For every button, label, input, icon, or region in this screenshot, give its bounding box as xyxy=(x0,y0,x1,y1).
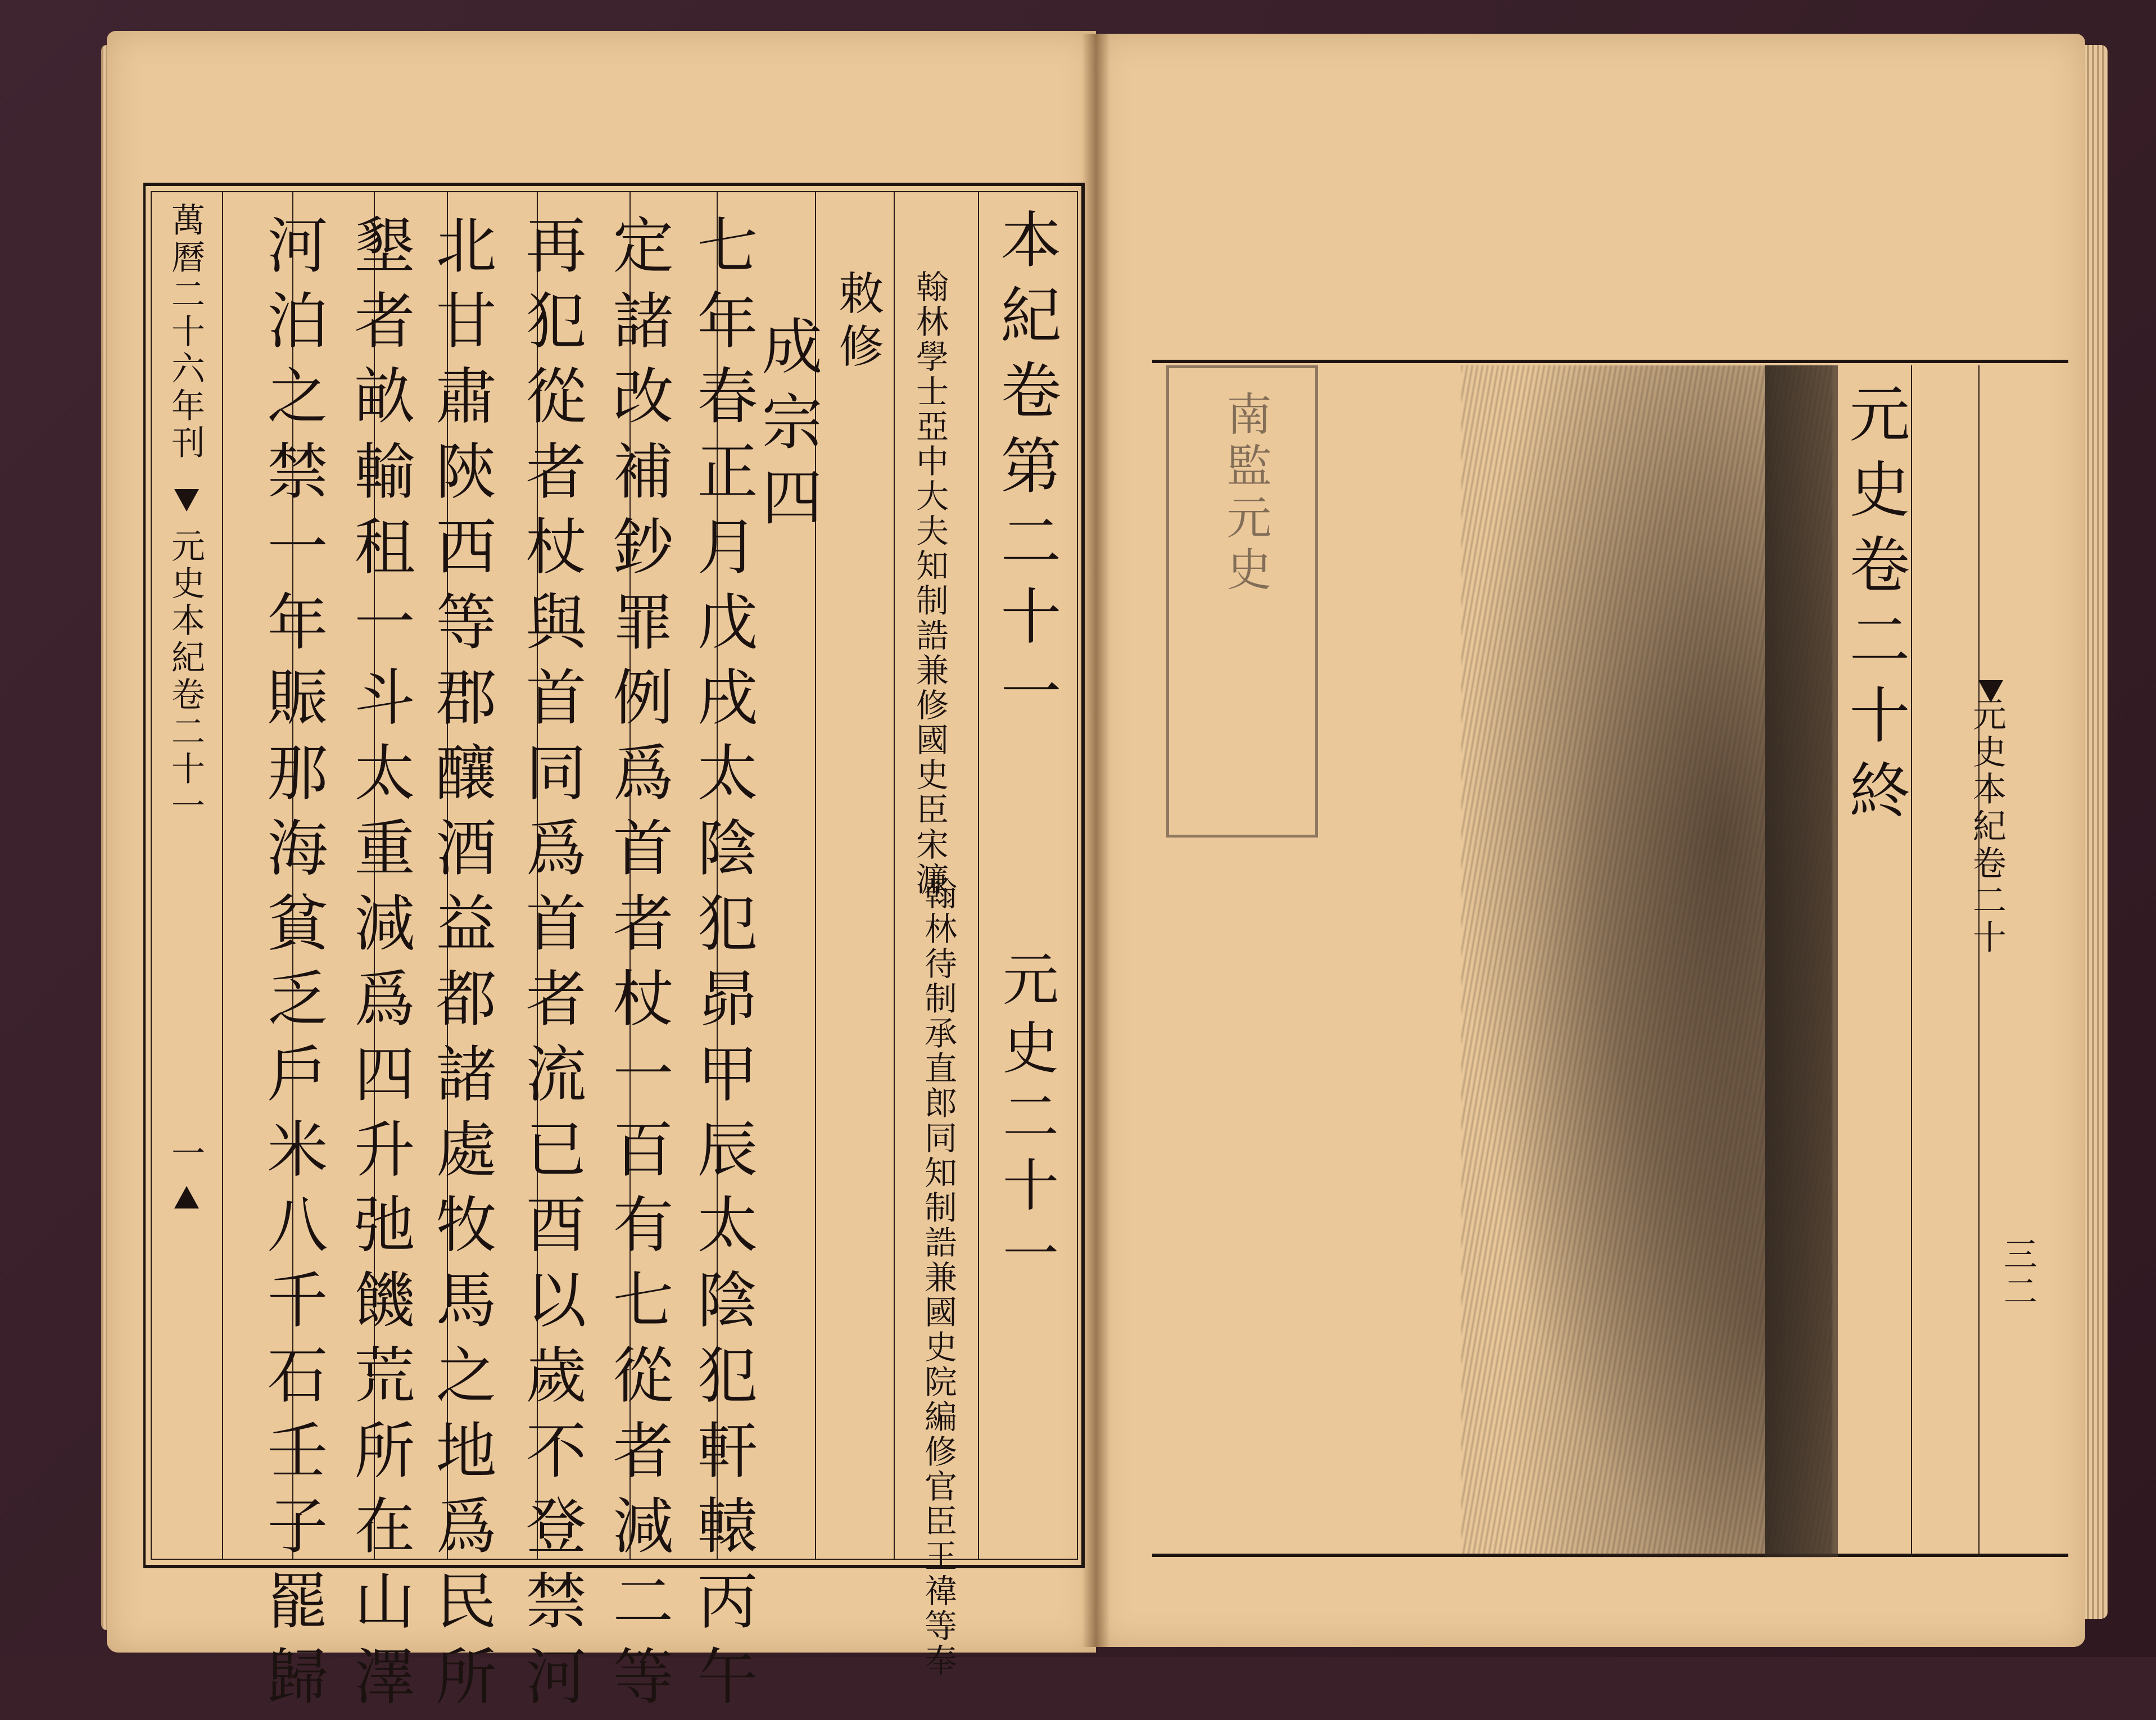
chapter-end-text: 元史卷二十終 xyxy=(1839,382,1909,834)
fishtail-mark xyxy=(174,489,199,512)
right-section-label: 元史本紀卷二十 xyxy=(1967,697,2006,957)
chapter-heading: 成宗四 xyxy=(751,315,822,541)
body-line-5: 墾者畝輸租一斗太重減爲四升弛饑荒所在山澤 xyxy=(344,214,414,1720)
printing-date: 萬曆二十六年刊 xyxy=(166,202,205,462)
right-column-rule xyxy=(1911,365,1912,1557)
right-column-rule xyxy=(1978,365,1980,1557)
edict-label: 敕修 xyxy=(831,270,884,375)
right-page-number: 三二 xyxy=(1998,1237,2037,1311)
chapter-title: 本紀卷第二十一 xyxy=(990,208,1061,735)
body-line-2: 定諸改補鈔罪例爲首者杖一百有七從者減二等 xyxy=(603,214,673,1720)
author-line-1: 翰林學士亞中大夫知制誥兼修國史臣宋濂 xyxy=(911,270,949,897)
column-rule xyxy=(894,191,895,1560)
body-line-3: 再犯從者杖與首同爲首者流已酉以歲不登禁河 xyxy=(515,214,586,1720)
column-rule xyxy=(222,191,223,1560)
body-line-4: 北甘肅陝西等郡釀酒益都諸處牧馬之地爲民所 xyxy=(425,214,496,1720)
book-mark: 元史二十一 xyxy=(993,950,1059,1293)
page-number: 一 xyxy=(166,1135,205,1173)
fishtail-mark-bottom xyxy=(174,1186,199,1208)
ink-block-strip xyxy=(1765,365,1838,1557)
author-line-2: 翰林待制承直郎同知制誥兼國史院編修官臣王禕等奉 xyxy=(919,877,957,1678)
column-rule xyxy=(978,191,979,1560)
body-line-1: 七年春正月戊戌太陰犯昴甲辰太陰犯軒轅丙午 xyxy=(687,214,757,1720)
library-seal xyxy=(1166,365,1318,838)
seal-text: 南監元史 xyxy=(1219,391,1271,598)
book-section-label: 元史本紀卷二十一 xyxy=(166,528,205,825)
body-line-6: 河泊之禁一年賑那海貧乏戶米八千石壬子罷歸 xyxy=(257,214,327,1720)
book-gutter xyxy=(1082,34,1110,1647)
